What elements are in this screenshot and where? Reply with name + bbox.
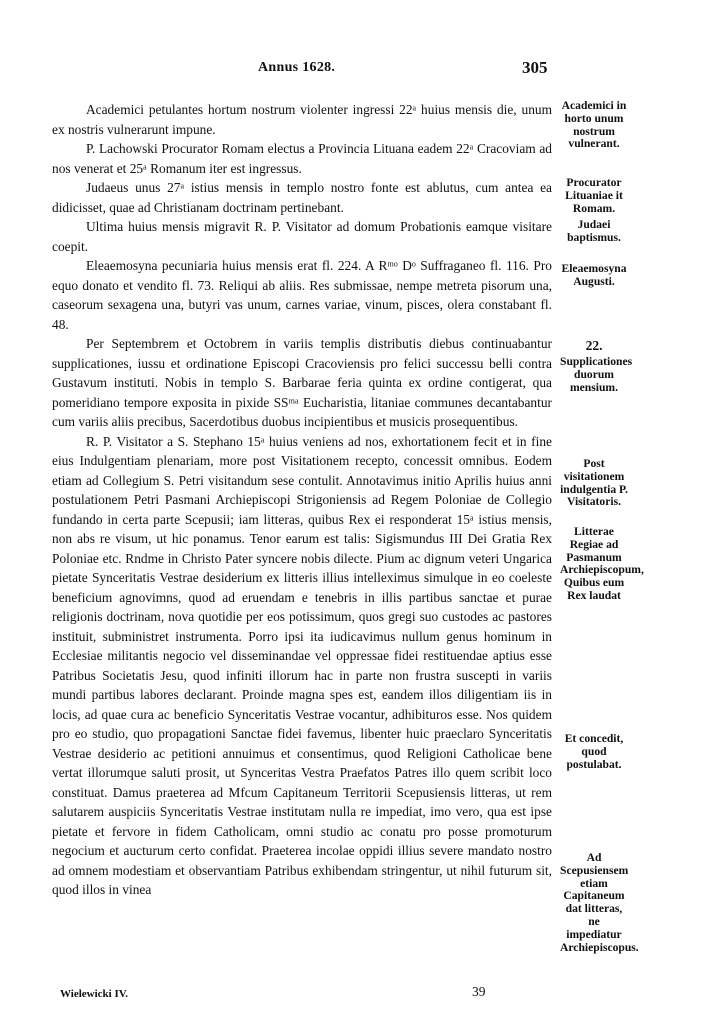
margin-note: Et concedit, quod postulabat.	[564, 732, 624, 771]
paragraph: Academici petulantes hortum nostrum violenter ingressi 22ᵃ huius mensis die, unum ex nostris vulnerarunt impune.	[52, 102, 552, 137]
margin-note: Ad Scepusiensem etiam Capitaneum dat litteras, ne impediatur Archiepiscopus.	[560, 851, 639, 954]
running-title: Annus 1628.	[258, 60, 336, 75]
paragraph: R. P. Visitator a S. Stephano 15ᵃ huius veniens ad nos, exhortationem fecit et in fine eius Indulgentiam plenariam, more post Visitationem recepto, concessit omnibus. Eodem etiam ad Collegium S. Petri visitandum sese contulit. Annotavimus initio Aprilis huius anni postulationem Petri Pasmani Archiepiscopi Strigoniensis ad Regem Poloniae de Collegio fundando in certa parte Scepusii; iam litteras, quibus Rex ei responderat 15ᵃ istius mensis, non abs re visum, ut hic ponamus. Tenor earum est talis: Sigismundus III Dei Gratia Rex Poloniae etc. Rndme in Christo Pater syncere nobis dilecte. Pium ac dignum veteri Ungarica pietate Synceritatis Vestrae desiderium ex litteris illius intelleximus simulque in eo coeleste beneficium agnovimns, quod ad eruendam e tenebris in illis partibus sanctae et purae religionis doctrinam, nova quotidie per eos potissimum, quos gregi suo custodes ac pastores instituit, subministret instrumenta. Porro ipsi ita iudicavimus nullum genus hominum in Ecclesiae militantis negocio vel disseminandae vel oppressae fidei restituendae aptius esse Patribus Societatis Jesu, quod infiniti illorum hac in parte non frustra suscepti in variis mundi partibus labores declarant. Proinde magna spes est, eandem illos diligentiam iis in locis, ad quae cura ac beneficio Synceritatis Vestrae vocantur, adhibituros esse. Nos quidem pro eo studio, quo propagationi Sanctae fidei favemus, libenter huic praeclaro Synceritatis Vestrae desiderio ac petitioni annuimus et consentimus, quod Religioni Catholicae bene vertat illorumque saluti prosit, ut Synceritas Vestra Praefatos Patres illo quem scribit loco constituat. Damus praeterea ad Mfcum Capitaneum Territorii Scepusiensis litteras, ut rem salutarem auspiciis Synceritatis Vestrae institutam nulla re impediat, imo vero, qua est ipse pietate et fervore in fidem Catholicam, omni studio ac conatu pro posse promoturum negocium et aucturum certo confidat. Praeterea incolae oppidi illius severe mandato nostro ad omnem modestiam et observantiam Patribus exhibendam stringentur, ut nihil futurum sit, quod illos in vinea	[52, 433, 552, 897]
page-header	[0, 60, 720, 82]
page-number: 305	[522, 58, 548, 77]
margin-note: Litterae Regiae ad Pasmanum Archiepiscopum, Quibus eum Rex laudat	[560, 525, 644, 602]
signature-mark: 39	[472, 984, 486, 999]
printer-mark: Wielewicki IV.	[60, 988, 129, 1000]
margin-note: 22.	[585, 338, 603, 353]
margin-note: Eleaemosyna Augusti.	[561, 262, 627, 288]
paragraph: Ultima huius mensis migravit R. P. Visitator ad domum Probationis eamque visitare coepit.	[52, 219, 552, 254]
paragraph: Eleaemosyna pecuniaria huius mensis erat fl. 224. A Rᵐᵒ Dᵒ Suffraganeo fl. 116. Pro equo donato et vendito fl. 73. Reliqui ab aliis. Res submissae, nempe metreta pisorum una, caseorum sexagena una, butyri vas unum, carnes variae, vinum, pisces, olera constabant fl. 48.	[52, 258, 552, 332]
margin-note: Supplicationes duorum mensium.	[560, 355, 633, 394]
paragraph: Judaeus unus 27ᵃ istius mensis in templo nostro fonte est ablutus, cum antea ea didicisset, quae ad Christianam doctrinam pertinebant.	[52, 180, 552, 215]
margin-note: Procurator Lituaniae it Romam.	[565, 176, 623, 215]
margin-note: Academici in horto unum nostrum vulnerant.	[561, 99, 627, 151]
margin-note: Post visitationem indulgentia P. Visitatoris.	[560, 457, 628, 509]
main-text-column	[52, 100, 552, 900]
margin-note: Judaei baptismus.	[567, 218, 621, 244]
paragraph: P. Lachowski Procurator Romam electus a Provincia Lituana eadem 22ᵃ Cracoviam ad nos venerat et 25ᵃ Romanum iter est ingressus.	[52, 141, 552, 176]
paragraph: Per Septembrem et Octobrem in variis templis distributis diebus continuabantur supplicationes, iussu et ordinatione Episcopi Cracoviensis pro felici successu belli contra Gustavum instituti. Nobis in templo S. Barbarae feria quinta ex ordine contigerat, qua pomeridiano tempore exposita in pixide SSᵐᵃ Eucharistia, litaniae communes decantabantur cum variis aliis precibus, Sacerdotibus duobus incipientibus et musicis prosequentibus.	[52, 336, 552, 429]
